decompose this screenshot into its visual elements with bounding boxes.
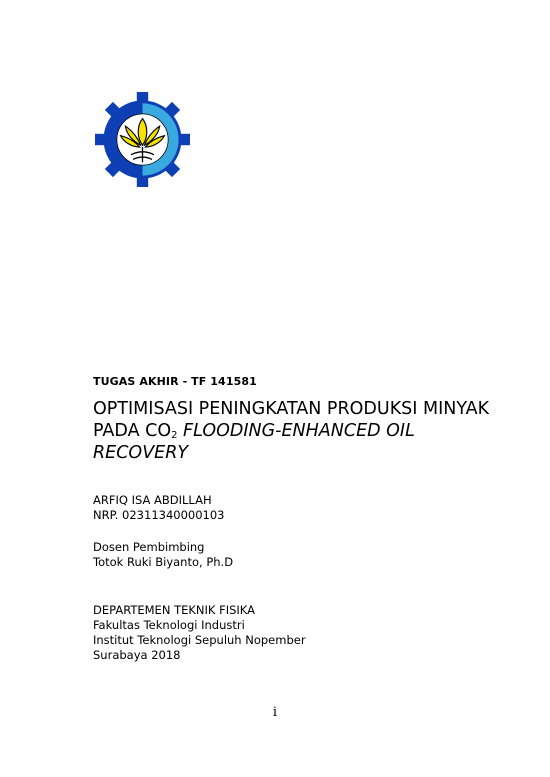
city-year: Surabaya 2018 [93, 648, 181, 662]
title-line-1: OPTIMISASI PENINGKATAN PRODUKSI MINYAK [93, 399, 490, 419]
supervisor-label: Dosen Pembimbing [93, 540, 205, 554]
institution-block [93, 603, 306, 663]
university-name: Institut Teknologi Sepuluh Nopember [93, 633, 306, 647]
author-name: ARFIQ ISA ABDILLAH [93, 493, 212, 507]
department-name: DEPARTEMEN TEKNIK FISIKA [93, 603, 256, 617]
author-nrp: NRP. 02311340000103 [93, 508, 225, 522]
faculty-name: Fakultas Teknologi Industri [93, 618, 245, 632]
its-seal-logo [95, 92, 190, 187]
supervisor-name: Totok Ruki Biyanto, Ph.D [93, 555, 234, 569]
title-line-2: PADA $CO_2$ FLOODING-ENHANCED OIL [93, 421, 415, 441]
thesis-title [93, 398, 523, 464]
author-block [93, 493, 224, 523]
page-number: i [272, 705, 278, 720]
document-label: TUGAS AKHIR - TF 141581 [93, 375, 257, 388]
supervisor-block [93, 540, 233, 570]
title-line-3: RECOVERY [93, 443, 189, 463]
